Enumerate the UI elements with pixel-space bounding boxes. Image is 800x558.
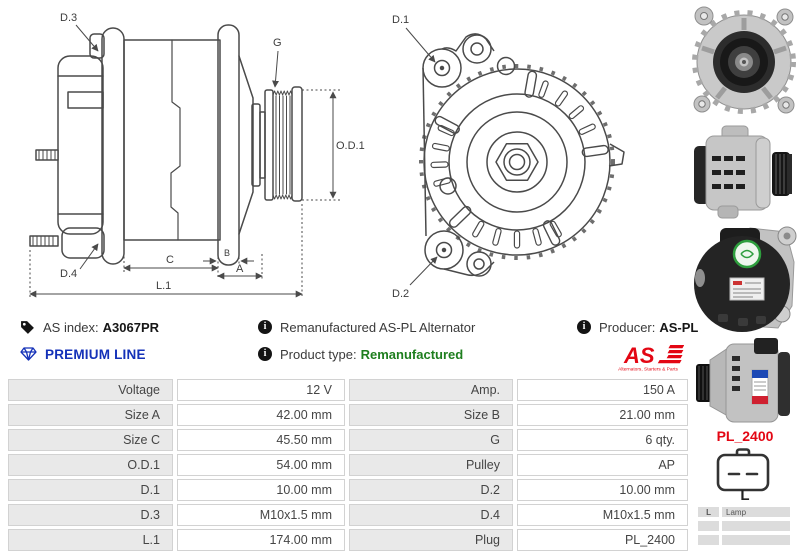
diamond-icon bbox=[20, 347, 37, 361]
premium-line-label: PREMIUM LINE bbox=[45, 346, 146, 362]
spec-value: M10x1.5 mm bbox=[177, 504, 345, 526]
spec-label: Size C bbox=[8, 429, 173, 451]
as-index-row bbox=[20, 319, 159, 335]
spec-label: G bbox=[349, 429, 513, 451]
spec-label: Size A bbox=[8, 404, 173, 426]
legend-row bbox=[698, 535, 790, 545]
legend-value: Lamp bbox=[722, 507, 790, 517]
dim-label-a: A bbox=[236, 263, 244, 275]
dim-label-g: G bbox=[273, 37, 282, 49]
product-photo-side-left[interactable] bbox=[694, 336, 796, 428]
legend-row bbox=[698, 507, 790, 517]
plug-legend bbox=[698, 507, 790, 545]
spec-label: D.3 bbox=[8, 504, 173, 526]
spec-label: Plug bbox=[349, 529, 513, 551]
info-icon: i bbox=[258, 347, 272, 361]
logo-text: AS bbox=[624, 343, 655, 368]
spec-label: O.D.1 bbox=[8, 454, 173, 476]
plug-code-label: PL_2400 bbox=[716, 428, 774, 444]
info-icon: i bbox=[577, 320, 591, 334]
dim-label-od1: O.D.1 bbox=[336, 140, 365, 152]
spec-value: 10.00 mm bbox=[177, 479, 345, 501]
spec-label: Pulley bbox=[349, 454, 513, 476]
spec-value: 54.00 mm bbox=[177, 454, 345, 476]
spec-value: 45.50 mm bbox=[177, 429, 345, 451]
spec-label: D.1 bbox=[8, 479, 173, 501]
spec-value: M10x1.5 mm bbox=[517, 504, 688, 526]
logo-subtext: Alternators, Starters & Parts bbox=[618, 367, 678, 372]
product-photo-rear[interactable] bbox=[690, 222, 800, 334]
spec-label: Voltage bbox=[8, 379, 173, 401]
spec-value: 150 A bbox=[517, 379, 688, 401]
technical-drawing-front-view bbox=[382, 4, 652, 310]
spec-value: 12 V bbox=[177, 379, 345, 401]
technical-drawing-side-view bbox=[6, 4, 366, 310]
product-type-value: Remanufactured bbox=[360, 346, 464, 362]
as-index-text: AS index: A3067PR bbox=[43, 319, 160, 335]
dim-label-d3: D.3 bbox=[60, 12, 78, 24]
spec-label: L.1 bbox=[8, 529, 173, 551]
producer-value: AS-PL bbox=[659, 319, 699, 335]
spec-value: 10.00 mm bbox=[517, 479, 688, 501]
producer-text: Producer: AS-PL bbox=[599, 319, 699, 335]
product-type-row bbox=[258, 346, 463, 362]
premium-line-row bbox=[20, 346, 146, 362]
spec-label: D.4 bbox=[349, 504, 513, 526]
legend-value bbox=[722, 521, 790, 531]
legend-key bbox=[698, 535, 719, 545]
spec-label: Size B bbox=[349, 404, 513, 426]
spec-value: 21.00 mm bbox=[517, 404, 688, 426]
info-icon: i bbox=[258, 320, 272, 334]
spec-value: 6 qty. bbox=[517, 429, 688, 451]
tag-icon bbox=[20, 320, 35, 335]
spec-label: Amp. bbox=[349, 379, 513, 401]
legend-key bbox=[698, 521, 719, 531]
dim-label-d1: D.1 bbox=[392, 14, 410, 26]
product-photo-side-right[interactable] bbox=[692, 118, 796, 220]
dim-label-d4: D.4 bbox=[60, 268, 78, 280]
dim-label-d2: D.2 bbox=[392, 288, 410, 300]
product-description: Remanufactured AS-PL Alternator bbox=[280, 319, 476, 335]
spec-value: 174.00 mm bbox=[177, 529, 345, 551]
product-photo-front[interactable] bbox=[692, 4, 796, 116]
spec-value: AP bbox=[517, 454, 688, 476]
plug-pin-label: L bbox=[740, 487, 750, 504]
spec-table bbox=[8, 379, 688, 551]
dim-label-l1: L.1 bbox=[156, 280, 172, 292]
dim-label-b: B bbox=[224, 248, 231, 258]
description-row bbox=[258, 319, 475, 335]
producer-row bbox=[577, 319, 698, 335]
product-type-text: Product type: Remanufactured bbox=[280, 346, 464, 362]
legend-value bbox=[722, 535, 790, 545]
legend-row bbox=[698, 521, 790, 531]
as-pl-logo bbox=[612, 342, 684, 372]
legend-key: L bbox=[698, 507, 719, 517]
dim-label-c: C bbox=[166, 254, 174, 266]
spec-value: PL_2400 bbox=[517, 529, 688, 551]
as-index-value: A3067PR bbox=[102, 319, 160, 335]
spec-label: D.2 bbox=[349, 479, 513, 501]
spec-value: 42.00 mm bbox=[177, 404, 345, 426]
